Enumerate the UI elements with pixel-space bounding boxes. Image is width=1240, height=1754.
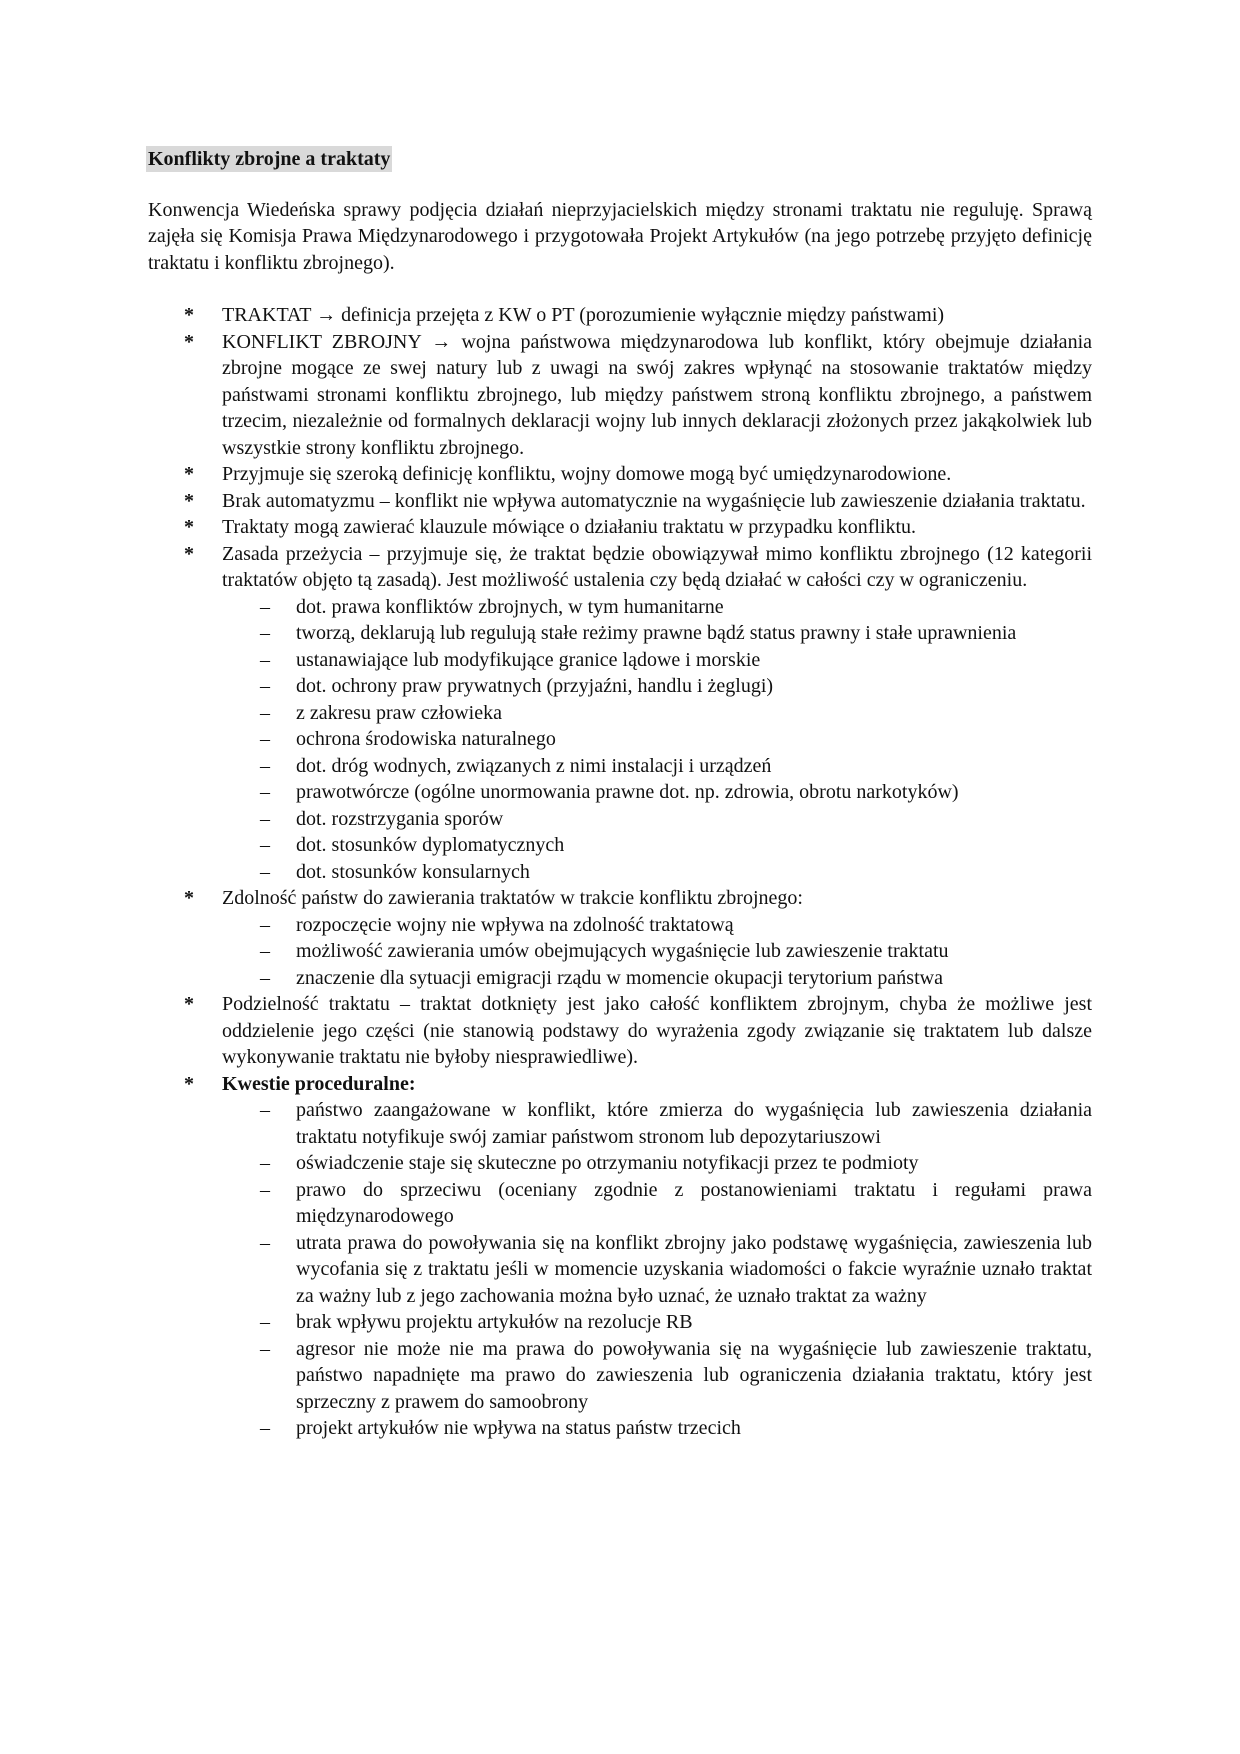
sub-item-text: dot. ochrony praw prywatnych (przyjaźni, handlu i żeglugi) xyxy=(296,675,774,697)
dash-marker: – xyxy=(260,781,270,803)
sub-item-text: dot. rozstrzygania sporów xyxy=(296,807,504,830)
sub-item-text: ustanawiające lub modyfikujące granice lądowe i morskie xyxy=(296,648,761,671)
sub-item xyxy=(222,912,1092,939)
bullet-marker: * xyxy=(184,542,194,565)
dash-marker: – xyxy=(260,1337,270,1360)
sub-item xyxy=(222,1177,1092,1230)
sub-item xyxy=(222,832,1092,859)
sub-item xyxy=(222,700,1092,727)
dash-marker: – xyxy=(260,1178,270,1201)
sub-item xyxy=(222,806,1092,833)
sub-item xyxy=(222,1097,1092,1150)
sub-item xyxy=(222,859,1092,886)
bullet-marker: * xyxy=(184,489,194,512)
bullet-marker: * xyxy=(184,887,194,909)
bullet-item xyxy=(148,1071,1092,1442)
dash-marker: – xyxy=(260,622,270,644)
dash-marker: – xyxy=(260,728,270,750)
sub-item-text: oświadczenie staje się skuteczne po otrzymaniu notyfikacji przez te podmioty xyxy=(296,1152,919,1174)
sub-list xyxy=(222,912,1092,992)
bullet-marker: * xyxy=(184,993,194,1015)
bullet-text: TRAKTAT → definicja przejęta z KW o PT (porozumienie wyłącznie między państwami) xyxy=(222,304,945,326)
dash-marker: – xyxy=(260,940,270,962)
sub-item xyxy=(222,620,1092,647)
dash-marker: – xyxy=(260,966,270,989)
sub-item xyxy=(222,1230,1092,1310)
document-page xyxy=(148,146,1092,1442)
bullet-text: Brak automatyzmu – konflikt nie wpływa automatycznie na wygaśnięcie lub zawieszenie działania traktatu. xyxy=(222,489,1086,512)
sub-item-text: tworzą, deklarują lub regulują stałe reżimy prawne bądź status prawny i stałe uprawnienia xyxy=(296,622,1017,644)
sub-item-text: rozpoczęcie wojny nie wpływa na zdolność traktatową xyxy=(296,913,734,936)
bullet-item xyxy=(148,541,1092,886)
sub-item-text: ochrona środowiska naturalnego xyxy=(296,728,556,750)
sub-item xyxy=(222,673,1092,700)
bullet-marker: * xyxy=(184,1072,194,1095)
sub-item-text: dot. prawa konfliktów zbrojnych, w tym humanitarne xyxy=(296,595,724,618)
sub-item xyxy=(222,1336,1092,1416)
bullet-marker: * xyxy=(184,304,194,326)
bullet-item xyxy=(148,885,1092,991)
bullet-text: Przyjmuje się szeroką definicję konfliktu, wojny domowe mogą być umiędzynarodowione. xyxy=(222,463,952,485)
sub-item xyxy=(222,1150,1092,1177)
sub-item-text: brak wpływu projektu artykułów na rezolucje RB xyxy=(296,1311,693,1333)
dash-marker: – xyxy=(260,648,270,671)
dash-marker: – xyxy=(260,1099,270,1121)
sub-item xyxy=(222,1415,1092,1442)
bullet-item xyxy=(148,991,1092,1071)
sub-item-text: dot. stosunków konsularnych xyxy=(296,860,530,883)
dash-marker: – xyxy=(260,860,270,883)
sub-item-text: z zakresu praw człowieka xyxy=(296,701,502,724)
sub-item-text: prawotwórcze (ogólne unormowania prawne dot. np. zdrowia, obrotu narkotyków) xyxy=(296,781,959,803)
dash-marker: – xyxy=(260,1311,270,1333)
bullet-marker: * xyxy=(184,516,194,538)
intro-paragraph: Konwencja Wiedeńska sprawy podjęcia działań nieprzyjacielskich między stronami traktatu nie reguluję. Sprawą zajęła się Komisja Prawa Międzynarodowego i przygotowała Projekt Artykułów (na jego potrzebę przyjęto definicję traktatu i konfliktu zbrojnego). xyxy=(148,198,1092,274)
bullet-text: Traktaty mogą zawierać klauzule mówiące o działaniu traktatu w przypadku konfliktu. xyxy=(222,516,917,538)
bullet-item xyxy=(148,514,1092,541)
sub-item xyxy=(222,647,1092,674)
dash-marker: – xyxy=(260,595,270,618)
dash-marker: – xyxy=(260,675,270,697)
sub-item-text: możliwość zawierania umów obejmujących wygaśnięcie lub zawieszenie traktatu xyxy=(296,940,949,962)
sub-list xyxy=(222,594,1092,886)
dash-marker: – xyxy=(260,834,270,856)
sub-item-text: dot. stosunków dyplomatycznych xyxy=(296,834,565,856)
dash-marker: – xyxy=(260,754,270,777)
bullet-marker: * xyxy=(184,330,194,353)
sub-item xyxy=(222,1309,1092,1336)
dash-marker: – xyxy=(260,701,270,724)
bullet-list xyxy=(148,302,1092,1442)
bullet-text: Zdolność państw do zawierania traktatów w trakcie konfliktu zbrojnego: xyxy=(222,887,803,909)
sub-item-text: agresor nie może nie ma prawa do powoływania się na wygaśnięcie lub zawieszenie traktatu, państwo napadnięte ma prawo do zawieszenia lub ograniczenia działania traktatu, który jest sprzeczny z prawem do samoobrony xyxy=(296,1337,1092,1413)
dash-marker: – xyxy=(260,1417,270,1439)
sub-item xyxy=(222,753,1092,780)
bullet-marker: * xyxy=(184,463,194,485)
bullet-text: Zasada przeżycia – przyjmuje się, że traktat będzie obowiązywał mimo konfliktu zbrojnego (12 kategorii traktatów objęto tą zasadą). Jest możliwość ustalenia czy będą działać w całości czy w ograniczeniu. xyxy=(222,542,1092,591)
bullet-item xyxy=(148,488,1092,515)
bullet-text: Kwestie proceduralne: xyxy=(222,1072,416,1095)
sub-item-text: państwo zaangażowane w konflikt, które zmierza do wygaśnięcia lub zawieszenia działania traktatu notyfikuje swój zamiar państwom stronom lub depozytariuszowi xyxy=(296,1099,1092,1148)
sub-item xyxy=(222,594,1092,621)
sub-item-text: prawo do sprzeciwu (oceniany zgodnie z postanowieniami traktatu i regułami prawa międzynarodowego xyxy=(296,1178,1092,1227)
dash-marker: – xyxy=(260,807,270,830)
bullet-item xyxy=(148,461,1092,488)
sub-item xyxy=(222,726,1092,753)
sub-item-text: znaczenie dla sytuacji emigracji rządu w momencie okupacji terytorium państwa xyxy=(296,966,943,989)
sub-item xyxy=(222,779,1092,806)
sub-item xyxy=(222,965,1092,992)
dash-marker: – xyxy=(260,1231,270,1254)
sub-item-text: utrata prawa do powoływania się na konflikt zbrojny jako podstawę wygaśnięcia, zawieszenia lub wycofania się z traktatu jeśli w momencie uzyskania wiadomości o fakcie wyraźnie uznało traktat za ważny lub z jego zachowania można było uznać, że uznało traktat za ważny xyxy=(296,1231,1092,1307)
document-title: Konflikty zbrojne a traktaty xyxy=(148,148,391,170)
bullet-item xyxy=(148,329,1092,462)
bullet-item xyxy=(148,302,1092,329)
dash-marker: – xyxy=(260,1152,270,1174)
dash-marker: – xyxy=(260,913,270,936)
bullet-text: Podzielność traktatu – traktat dotknięty jest jako całość konfliktem zbrojnym, chyba że możliwe jest oddzielenie jego części (nie stanowią podstawy do wyrażenia zgody związanie się traktatem lub dalsze wykonywanie traktatu nie byłoby niesprawiedliwe). xyxy=(222,993,1092,1068)
bullet-text: KONFLIKT ZBROJNY → wojna państwowa międzynarodowa lub konflikt, który obejmuje działania zbrojne mogące ze swej natury lub z uwagi na swój zakres wpłynąć na stosowanie traktatów między państwami stronami konfliktu zbrojnego, lub między państwem stroną konfliktu zbrojnego, a państwem trzecim, niezależnie od formalnych deklaracji wojny lub innych deklaracji złożonych przez jakąkolwiek lub wszystkie strony konfliktu zbrojnego. xyxy=(222,330,1092,459)
sub-list xyxy=(222,1097,1092,1442)
sub-item xyxy=(222,938,1092,965)
sub-item-text: projekt artykułów nie wpływa na status państw trzecich xyxy=(296,1417,741,1439)
sub-item-text: dot. dróg wodnych, związanych z nimi instalacji i urządzeń xyxy=(296,754,772,777)
